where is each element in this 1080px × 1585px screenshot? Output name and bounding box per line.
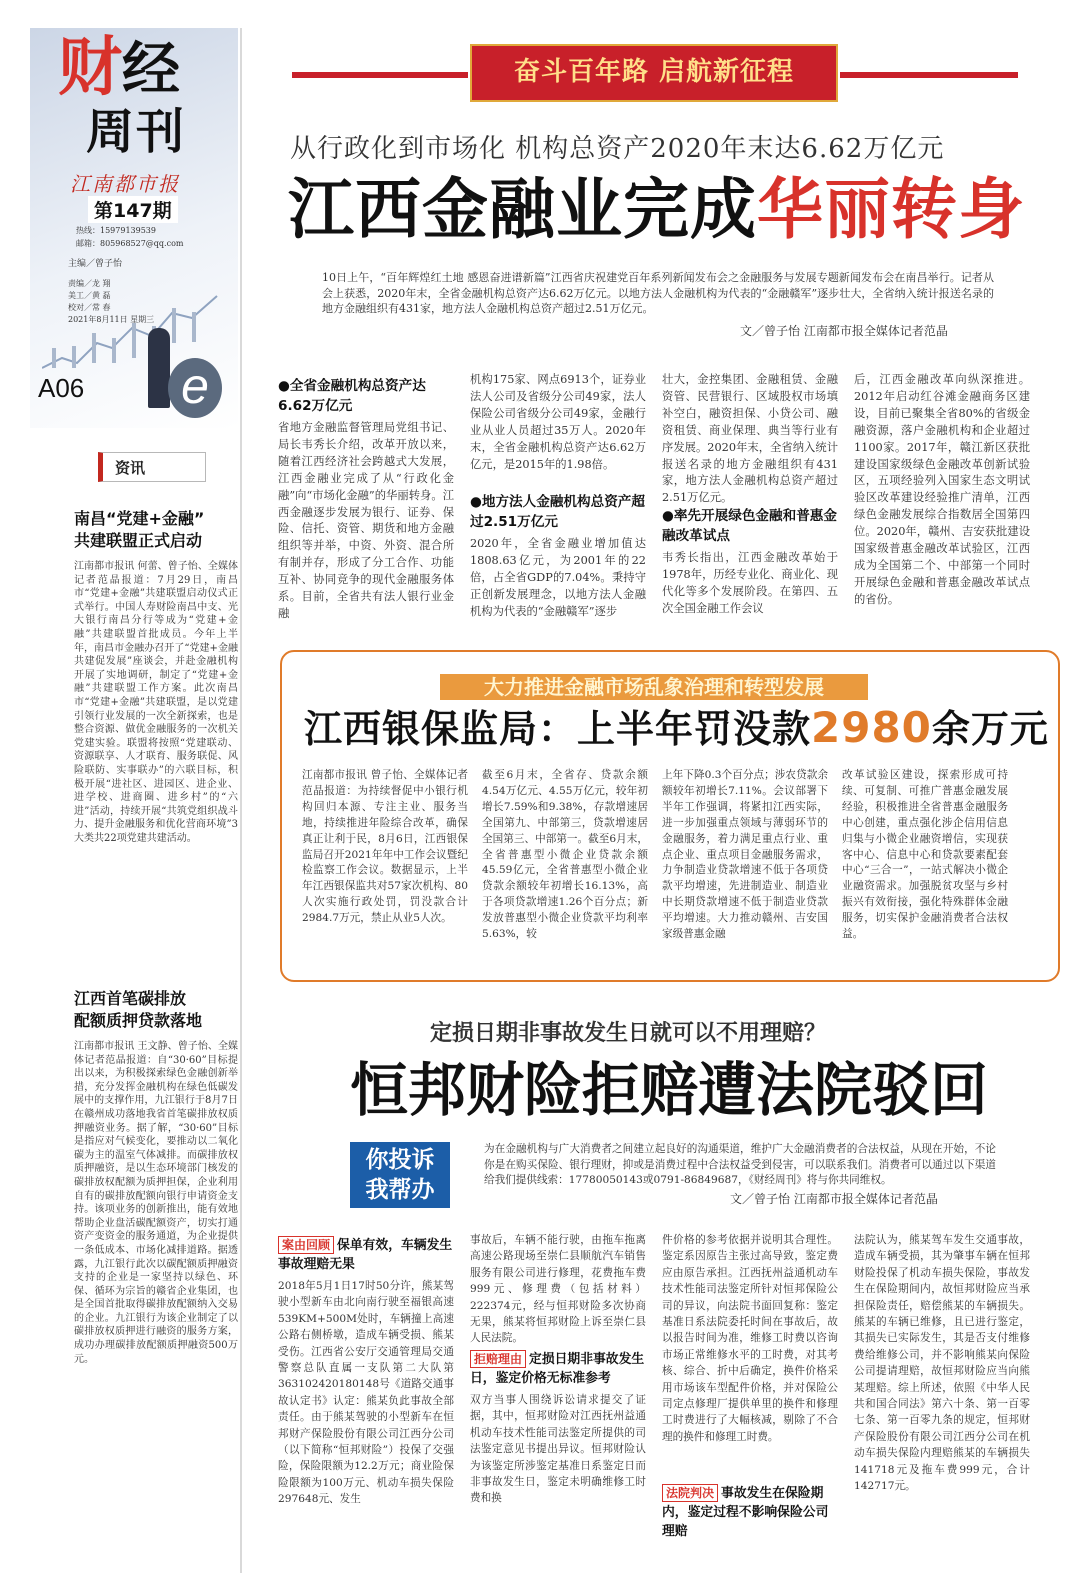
article1-column-2: 机构175家、网点6913个，证券业法人公司及省级分公司49家，法人保险公司省级分公司49家，金融行业从业人员超过35万人。2020年末，全省金融机构总资产达6.62万亿元，是2015年的1.98倍。 ●地方法人金融机构总资产超过2.51万亿元 2020年，全省金融业增加值达1808.63亿元，为2001年的22倍，占全省GDP的7.04%。秉持守正创新发展理念，以地方法人金融机构为代表的“金融赣军”逐步 bbox=[470, 373, 646, 618]
article1-byline: 文／曾子怡 江南都市报全媒体记者范晶 bbox=[740, 324, 948, 338]
complaint-badge: 你投诉 我帮办 bbox=[350, 1142, 450, 1208]
article2-column-2: 截至6月末，全省存、贷款余额4.54万亿元、4.55万亿元，较年初增长7.59%和9.38%，存款增速居全国第九、中部第三，贷款增速居全国第三、中部第一。截至6月末，全省普惠型小微企业贷款余额45.59亿元，全省普惠型小微企业贷款余额较年初增长16.13%，高于各项贷款增速1.26个百分点；新发放普惠型小微企业贷款平均利率5.63%，较 bbox=[482, 769, 648, 941]
article3-headline: 恒邦财险拒赔遭法院驳回 bbox=[350, 1056, 989, 1124]
article1-subtitle: 从行政化到市场化 机构总资产2020年末达6.62万亿元 bbox=[290, 134, 945, 164]
article2-column-1: 江南都市报讯 曾子怡、全媒体记者范晶报道：为持续督促中小银行机构回归本源、专注主业、服务当地，持续推进年险综合改革，确保真正让利于民，8月6日，江西银保监局召开2021年年中工作会议暨纪检监察工作会议。数据显示，上半年江西银保监共对57家次机构、80人次实施行政处罚，罚没款合计2984.7万元，禁止从业5人次。 bbox=[302, 769, 468, 925]
masthead-title-cai: 财 bbox=[58, 31, 122, 105]
masthead bbox=[30, 28, 238, 428]
page-number: A06 bbox=[38, 373, 85, 403]
article1-subhead-1: ●全省金融机构总资产达6.62万亿元 bbox=[278, 378, 426, 414]
article1-headline: 江西金融业完成华丽转身 bbox=[288, 171, 1025, 248]
article2-kicker: 大力推进金融市场乱象治理和转型发展 bbox=[440, 674, 868, 700]
chief-editor: 主编／曾子怡 bbox=[68, 259, 123, 269]
sidebar-story1-body: 江南都市报讯 何蕾、曾子怡、全媒体记者范晶报道：7月29日，南昌市“党建+金融”共建联盟启动仪式正式举行。中国人寿财险南昌中支、光大银行南昌分行等成为“党建+金融”共建联盟首批成员。今年上半年，南昌市金融办召开了“党建+金融 共建促发展”座谈会，并赴金融机构开展了实地调研，制定了“党建+金融”共建联盟工作方案。此次南昌市“党建+金融”共建联盟，是以党建引领行业发展的一次全新探索，也是整合资源、做优金融服务的一次机关党建实验。联盟将按照“党建联动、资源联享、人才联育、服务联促、风险联防、实事联办”的六联目标，积极开展“进社区、进园区、进企业、进学校、进商圈、进乡村”的“六进”活动，持续开展“共筑党组织战斗力、提升金融服务和优化营商环境”3大类共22项党建共建活动。 bbox=[74, 561, 238, 844]
sidebar-story1-title: 南昌“党建+金融” 共建联盟正式启动 bbox=[74, 509, 205, 550]
article1-column-3: 壮大，金控集团、金融租赁、金融资管、民营银行、区域股权市场填补空白，融资担保、小贷公司、融资租赁、商业保理、典当等行业有序发展。2020年末，全省纳入统计报送名录的地方金融组织有431家，地方法人金融机构总资产超过2.51万亿元。 ●率先开展绿色金融和普惠金融改革试点 韦秀长指出，江西金融改革始于1978年，历经专业化、商业化、现代化等多个发展阶段。在第四、五次全国金融工作会议 bbox=[662, 373, 838, 615]
staff-item: 校对／常 春 bbox=[68, 303, 111, 312]
article3-subtitle: 定损日期非事故发生日就可以不用理赔？ bbox=[430, 1020, 827, 1046]
staff-item: 责编／龙 翔 bbox=[68, 279, 111, 288]
article1-subhead-2: ●地方法人金融机构总资产超过2.51万亿元 bbox=[470, 494, 645, 530]
masthead-title-zhoukan: 周刊 bbox=[86, 104, 187, 160]
article3-byline: 文／曾子怡 江南都市报全媒体记者范晶 bbox=[730, 1192, 938, 1206]
headline-number: 2980 bbox=[811, 703, 932, 752]
issue-date: 2021年8月11日 星期三 bbox=[68, 315, 155, 324]
article3-subhead-2: 拒赔理由 定损日期非事故发生日，鉴定价格无标准参考 bbox=[470, 1352, 645, 1386]
article3-column-2: 事故后，车辆不能行驶，由拖车拖离高速公路现场至崇仁县顺航汽车销售服务有限公司进行修理，花费拖车费999元、修理费（包括材料）222374元，经与恒邦财险多次协商无果，熊某将恒邦财险上诉至崇仁县人民法院。 拒赔理由 定损日期非事故发生日，鉴定价格无标准参考 双方当事人围绕诉讼请求提交了证据，其中，恒邦财险对江西抚州益通机动车技术性能司法鉴定所提供的司法鉴定意见书提出异议。恒邦财险认为该鉴定所涉鉴定基准日系鉴定日而非事故发生日，鉴定未明确维修工时费和换 bbox=[470, 1234, 646, 1505]
article3-intro: 为在金融机构与广大消费者之间建立起良好的沟通渠道，维护广大金融消费者的合法权益，从现在开始，不论你是在购买保险、银行理财，抑或是消费过程中合法权益受到侵害，可以联系我们。消费者可以通过以下渠道给我们提供线索：17780050143或0791-86849687，《财经周刊》将与你共同维权。 bbox=[484, 1143, 996, 1186]
article3-subhead-1: 案由回顾 保单有效，车辆发生事故理赔无果 bbox=[278, 1238, 453, 1272]
article3-column-4: 法院认为，熊某驾车发生交通事故，造成车辆受损，其为肇事车辆在恒邦财险投保了机动车损失保险，事故发生在保险期间内，故恒邦财险应当承担保险责任，赔偿熊某的车辆损失。熊某的车辆已维修，且已进行鉴定，其损失已实际发生，其是否支付维修费给维修公司，并不影响熊某向保险公司提请理赔，故恒邦财险应当向熊某理赔。综上所述，依照《中华人民共和国合同法》第六十条、第一百零七条、第一百零九条的规定，恒邦财产保险股份有限公司江西分公司在机动车损失保险内理赔熊某的车辆损失141718元及拖车费999元，合计142717元。 bbox=[854, 1234, 1030, 1493]
banner-rule-right bbox=[840, 72, 1018, 78]
e-logo-icon: e bbox=[168, 358, 222, 418]
article3-column-3: 件价格的参考依据并说明其合理性。鉴定系因原告主张过高导致，鉴定费应由原告承担。江西抚州益通机动车技术性能司法鉴定所针对恒邦保险公司的异议，向法院书面回复称：鉴定基准日系法院委托时间在事故后，故以报告时间为准，维修工时费以咨询市场正常维修水平的工时费，对其考核、综合、折中后确定，换件价格采用市场该车型配件价格，并对保险公司定点修理厂提供单里的换件和修理工时费进行了大幅核减，剔除了不合理的换件和修理工时费。 法院判决 事故发生在保险期内，鉴定过程不影响保险公司理赔 bbox=[662, 1234, 838, 1539]
column-divider bbox=[240, 28, 242, 1573]
staff-item: 美工／黄 磊 bbox=[68, 291, 111, 300]
businessman-silhouette bbox=[148, 328, 170, 408]
article1-subhead-3: ●率先开展绿色金融和普惠金融改革试点 bbox=[662, 508, 837, 544]
contact-info bbox=[76, 224, 183, 250]
banner-rule-left bbox=[292, 72, 468, 78]
headline-highlight: 华丽转身 bbox=[757, 171, 1025, 248]
sidebar-story2-title: 江西首笔碳排放 配额质押贷款落地 bbox=[74, 989, 203, 1030]
article1-column-4: 后，江西金融改革向纵深推进。2012年启动红谷滩金融商务区建设，目前已聚集全省80%的省级金融资源，落户金融机构和企业超过1100家。2017年，赣江新区获批建设国家级绿色金融改革创新试验区，五项经验列入国家生态文明试验区改革建设经验推广清单，江西绿色金融发展综合指数居全国第四位。2020年，赣州、吉安获批建设国家级普惠金融改革试验区，江西成为全国第二个、中部第一个同时开展绿色金融和普惠金融改革试点的省份。 bbox=[854, 373, 1030, 606]
staff-list bbox=[68, 278, 154, 326]
banner-title: 奋斗百年路 启航新征程 bbox=[470, 44, 838, 102]
article2-column-4: 改革试验区建设，探索形成可持续、可复制、可推广普惠金融发展经验，积极推进全省普惠金融服务中心创建，重点强化涉企信用信息归集与小微企业融资增信，实现获客中心、信息中心和贷款要素配套中心“三合一”，一站式解决小微企业融资需求。加强脱贫攻坚与乡村振兴有效衔接，强化特殊群体金融服务，切实保护金融消费者合法权益。 bbox=[842, 769, 1008, 941]
section-label-box bbox=[98, 452, 206, 482]
article2-column-3: 上年下降0.3个百分点；涉农贷款余额较年初增长7.11%。会议部署下半年工作强调，将紧扣江西实际，进一步加强重点领域与薄弱环节的金融服务，着力满足重点行业、重点企业、重点项目金融服务需求，力争制造业贷款增速不低于各项贷款平均增速，先进制造业、制造业中长期贷款增速不低于制造业贷款平均增速。大力推动赣州、吉安国家级普惠金融 bbox=[662, 769, 828, 941]
article3-column-1: 案由回顾 保单有效，车辆发生事故理赔无果 2018年5月1日17时50分许，熊某驾驶小型新车由北向南行驶至福银高速539KM+500M处时，车辆撞上高速公路右侧桥墩，造成车辆受损、熊某受伤。江西省公安厅交通管理局交通警察总队直属一支队第二大队第363102420180148号《道路交通事故认定书》认定：熊某负此事故全部责任。由于熊某驾驶的小型新车在恒邦财产保险股份有限公司江西分公司（以下简称“恒邦财险”）投保了交强险，保险限额为12.2万元；商业险保险限额为100万元、机动车损失保险297648元、发生 bbox=[278, 1238, 454, 1506]
article1-lead: 10日上午，“百年辉煌红土地 感恩奋进谱新篇”江西省庆祝建党百年系列新闻发布会之金融服务与发展专题新闻发布会在南昌举行。记者从会上获悉，2020年末，全省金融机构总资产达6.62万亿元。以地方法人金融机构为代表的“金融赣军”逐步壮大，全省纳入统计报送名录的地方金融组织有431家，地方法人金融机构总资产超过2.51万亿元。 bbox=[322, 271, 994, 315]
sidebar bbox=[30, 28, 238, 1573]
section-tag: 法院判决 bbox=[662, 1484, 718, 1502]
sidebar-story2-body: 江南都市报讯 王文静、曾子怡、全媒体记者范晶报道：自“30·60”目标提出以来，为积极探索绿色金融创新举措，充分发挥金融机构在绿色低碳发展中的支撑作用，九江银行于8月7日在赣州成功落地我省首笔碳排放权质押融资业务。据了解，“30·60”目标是指应对气候变化，要推动以二氧化碳为主的温室气体减排。而碳排放权质押融资，是以生态环境部门核发的碳排放权配额为质押担保，企业利用自有的碳排放配额向银行申请资金支持。该项业务的创新推出，能有效地帮助企业盘活碳配额资产，切实打通资产变资金的服务通道，为企业提供一条低成本、市场化减排道路。据透露，九江银行此次以碳配额质押融资支持的企业是一家坚持以绿色、环保、循环为宗旨的赣省企业集团，也是全国首批取得碳排放配额纳入交易的企业。九江银行为该企业制定了以碳排放权质押进行融资的服务方案，成功办理碳排放配额质押融资500万元。 bbox=[74, 1041, 238, 1365]
hotline: 热线：15979139539 bbox=[76, 226, 156, 235]
section-tag: 案由回顾 bbox=[278, 1236, 334, 1254]
article2-headline: 江西银保监局：上半年罚没款2980余万元 bbox=[304, 703, 1049, 752]
section-tag: 拒赔理由 bbox=[470, 1350, 526, 1368]
section-label: 资讯 bbox=[115, 459, 146, 477]
masthead-title-jing: 经 bbox=[122, 35, 181, 103]
issue-number: 第147期 bbox=[88, 196, 178, 223]
article3-subhead-3: 法院判决 事故发生在保险期内，鉴定过程不影响保险公司理赔 bbox=[662, 1486, 829, 1539]
paper-name-logo: 江南都市报 bbox=[70, 172, 180, 196]
email: 邮箱：805968527@qq.com bbox=[76, 239, 184, 248]
article1-column-1: ●全省金融机构总资产达6.62万亿元 省地方金融监督管理局党组书记、局长韦秀长介绍，改革开放以来，随着江西经济社会跨越式大发展，江西金融业完成了从“行政化金融”向“市场化金融”的华丽转身。江西金融逐步发展为银行、证券、保险、信托、资管、期货和地方金融组织等并举，中资、外资、混合所有制并存，形成了分工合作、功能互补、协同竞争的现代金融服务体系。目前，全省共有法人银行业金融 bbox=[278, 378, 454, 620]
